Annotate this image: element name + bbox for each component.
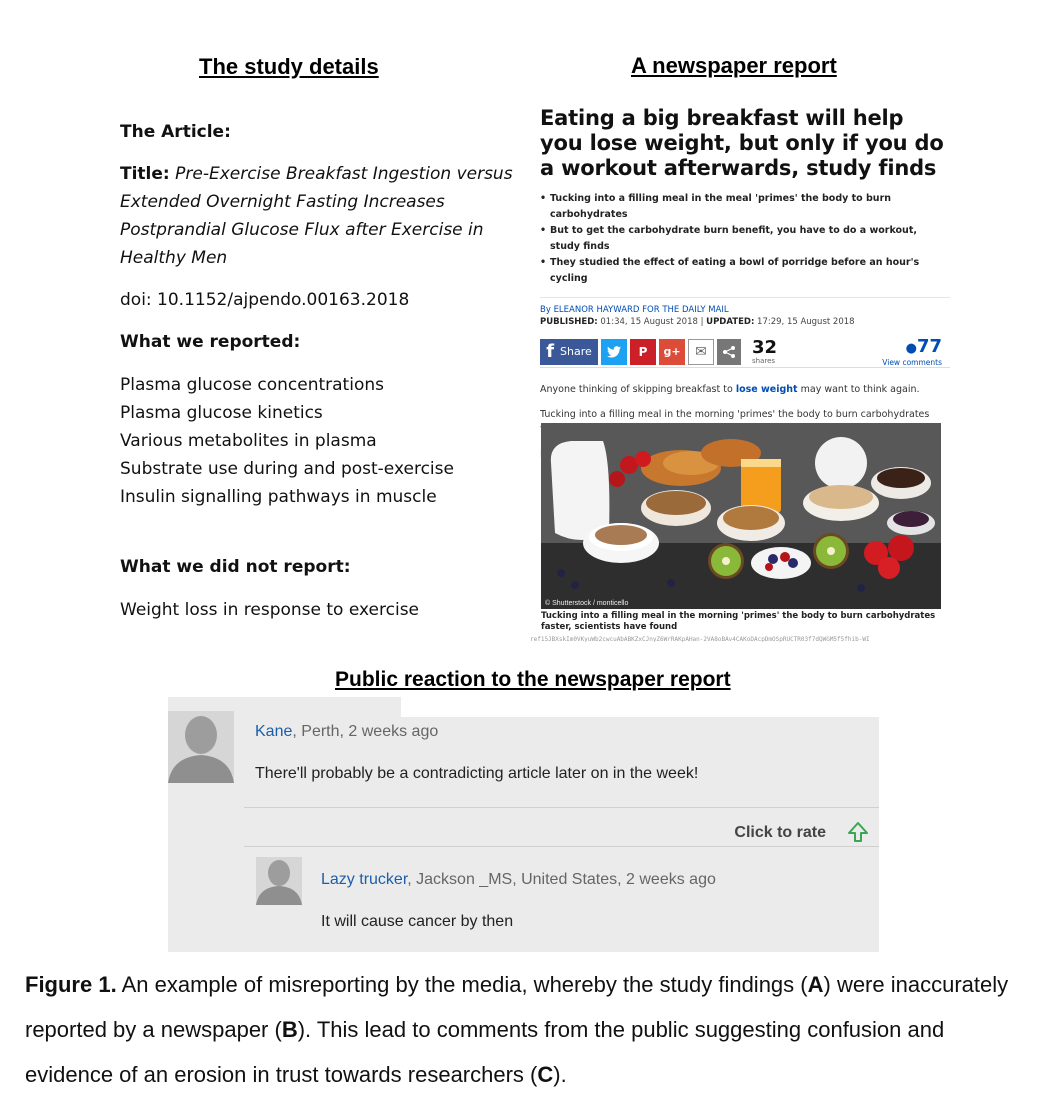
share-more-icon[interactable]	[717, 339, 741, 365]
bullet-item: • They studied the effect of eating a bowl of porridge before an hour's cycling	[540, 255, 950, 287]
reply-text: It will cause cancer by then	[321, 913, 514, 930]
news-heading: A newspaper report	[631, 53, 837, 78]
article-label: The Article:	[120, 122, 231, 142]
share-count	[752, 336, 778, 365]
article-headline: Eating a big breakfast will help you lose weight, but only if you do a workout afterwards, study finds	[540, 106, 944, 180]
url-fragment: ref15JBXskIm0VKyuWb2cwcuAbABKZxCJnyZ6WrRAKpAHan-2VA8oBAv4CAKoDAcpDmOSpRUCTR03f7dQWGM5f5fhib-WI	[530, 636, 870, 642]
googleplus-icon[interactable]: g+	[659, 339, 685, 365]
speech-bubble-icon: ●	[905, 341, 917, 356]
reported-item: Insulin signalling pathways in muscle	[120, 487, 437, 507]
public-heading: Public reaction to the newspaper report	[335, 668, 731, 691]
comment-text: There'll probably be a contradicting article later on in the week!	[255, 765, 699, 782]
paragraph: Anyone thinking of skipping breakfast to lose weight may want to think again.	[540, 384, 920, 395]
published-label: PUBLISHED:	[540, 317, 598, 327]
divider	[244, 846, 879, 847]
bullet-list	[540, 191, 950, 287]
updated-date: 17:29, 15 August 2018	[757, 317, 855, 327]
byline	[540, 297, 950, 328]
share-label: Share	[560, 345, 592, 358]
view-comments-link[interactable]: View comments	[882, 358, 942, 367]
reported-list	[120, 371, 520, 511]
newspaper-article	[540, 106, 950, 472]
bullet-item: • Tucking into a filling meal in the meal 'primes' the body to burn carbohydrates	[540, 191, 950, 223]
pinterest-icon[interactable]: P	[630, 339, 656, 365]
figure-label: Figure 1.	[25, 972, 117, 997]
published-date: 01:34, 15 August 2018	[600, 317, 698, 327]
avatar	[168, 711, 234, 783]
facebook-icon: f	[546, 341, 555, 362]
twitter-icon[interactable]	[601, 339, 627, 365]
comment-count[interactable]	[882, 338, 942, 367]
share-count-number: 32	[752, 336, 778, 358]
rate-up-arrow-icon[interactable]	[847, 821, 869, 843]
email-icon[interactable]: ✉	[688, 339, 714, 365]
reported-item: Various metabolites in plasma	[120, 431, 377, 451]
updated-label: UPDATED:	[706, 317, 755, 327]
commenter-name[interactable]: Lazy trucker	[321, 871, 408, 888]
comment-count-number: ●77	[905, 336, 942, 357]
article-title	[120, 160, 520, 272]
publish-dates: PUBLISHED: 01:34, 15 August 2018 | UPDATED: 17:29, 15 August 2018	[540, 317, 855, 327]
commenter-name[interactable]: Kane	[255, 723, 293, 740]
avatar	[256, 857, 302, 905]
reported-item: Plasma glucose concentrations	[120, 375, 384, 395]
title-text: Pre-Exercise Breakfast Ingestion versus Extended Overnight Fasting Increases Postprandial Glucose Flux after Exercise in Healthy Men	[120, 164, 513, 268]
panel-b-ref: B	[281, 1017, 298, 1042]
share-bar	[540, 336, 950, 368]
facebook-share-button[interactable]	[540, 339, 598, 365]
panel-c-ref: C	[537, 1062, 554, 1087]
share-count-label: shares	[752, 356, 776, 365]
rate-button[interactable]: Click to rate	[734, 824, 826, 841]
not-reported-label: What we did not report:	[120, 557, 351, 577]
title-label: Title:	[120, 164, 170, 184]
bullet-item: • But to get the carbohydrate burn benefit, you have to do a workout, study finds	[540, 223, 950, 255]
figure-caption: Figure 1. An example of misreporting by the media, whereby the study findings (A) were inaccurately reported by a newspaper (B). This lead to comments from the public suggesting confusion and evidence of an erosion in trust towards researchers (C).	[25, 972, 1009, 1087]
photo-caption: Tucking into a filling meal in the morning 'primes' the body to burn carbohydrates faster, scientists have found	[541, 611, 936, 632]
panel-a-ref: A	[807, 972, 824, 997]
not-reported-item: Weight loss in response to exercise	[120, 600, 420, 620]
reported-item: Substrate use during and post-exercise	[120, 459, 454, 479]
comments-panel	[168, 697, 879, 952]
panel-top-gap	[401, 697, 951, 717]
paragraph: Tucking into a filling meal in the morning 'primes' the body to burn carbohydrates	[540, 409, 930, 420]
divider	[244, 807, 879, 808]
comment-meta: , Jackson _MS, United States, 2 weeks ago	[407, 871, 716, 888]
lose-weight-link[interactable]: lose weight	[735, 384, 798, 395]
breakfast-illustration	[541, 423, 941, 609]
reply-header	[321, 871, 716, 889]
author-link[interactable]: By ELEANOR HAYWARD FOR THE DAILY MAIL	[540, 305, 729, 315]
reported-label: What we reported:	[120, 332, 301, 352]
comment-header	[255, 723, 438, 741]
study-heading: The study details	[199, 54, 379, 79]
breakfast-photo	[541, 423, 941, 609]
photo-credit: © Shutterstock / monticello	[545, 600, 629, 607]
comment-meta: , Perth, 2 weeks ago	[292, 723, 439, 740]
study-details	[120, 118, 520, 624]
reported-item: Plasma glucose kinetics	[120, 403, 323, 423]
doi: doi: 10.1152/ajpendo.00163.2018	[120, 290, 410, 310]
